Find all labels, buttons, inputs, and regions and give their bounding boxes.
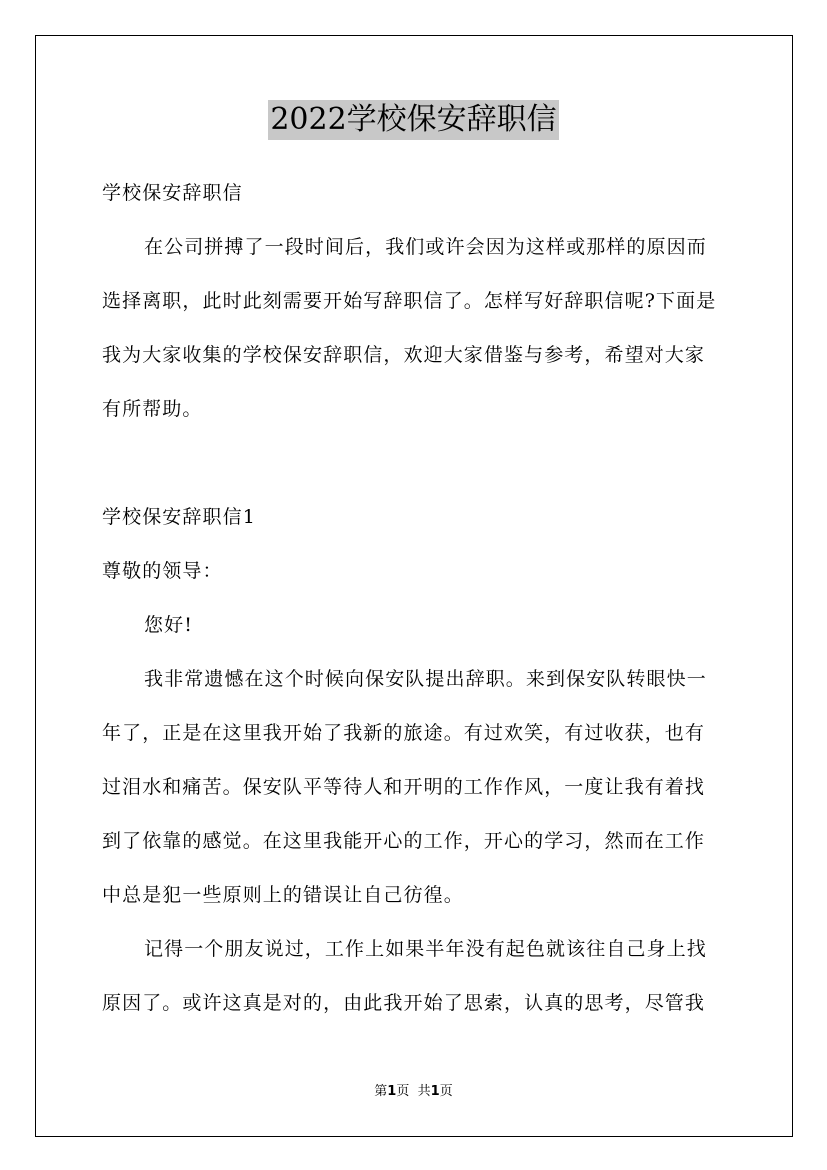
total-suffix: 页 [439, 1084, 453, 1099]
greeting: 您好! [144, 614, 193, 636]
paragraph-line: 记得一个朋友说过，工作上如果半年没有起色就该往自己身上找 [144, 938, 707, 960]
paragraph-line: 我为大家收集的学校保安辞职信，欢迎大家借鉴与参考，希望对大家 [102, 344, 706, 366]
paragraph-line: 年了，正是在这里我开始了我新的旅途。有过欢笑，有过收获，也有 [102, 722, 706, 744]
blank-line [102, 448, 726, 502]
paragraph-line: 在公司拼搏了一段时间后，我们或许会因为这样或那样的原因而 [144, 236, 707, 258]
page-suffix: 页 [396, 1084, 410, 1099]
total-pages: 1 [430, 1084, 440, 1099]
section-heading: 学校保安辞职信1 [102, 506, 256, 528]
title-container [0, 100, 827, 140]
paragraph-line: 中总是犯一些原则上的错误让自己彷徨。 [102, 884, 464, 906]
page-prefix: 第 [374, 1084, 388, 1099]
section-heading: 学校保安辞职信 [102, 182, 243, 204]
total-prefix: 共 [417, 1084, 431, 1099]
paragraph-line: 到了依靠的感觉。在这里我能开心的工作，开心的学习，然而在工作 [102, 830, 706, 852]
page-footer [0, 1082, 827, 1102]
document-body [102, 178, 726, 1042]
paragraph-line: 过泪水和痛苦。保安队平等待人和开明的工作作风，一度让我有着找 [102, 776, 706, 798]
paragraph-line: 我非常遗憾在这个时候向保安队提出辞职。来到保安队转眼快一 [144, 668, 707, 690]
paragraph-line: 有所帮助。 [102, 398, 203, 420]
document-title: 2022学校保安辞职信 [268, 100, 558, 140]
page-number: 1 [387, 1084, 397, 1099]
paragraph-line: 选择离职，此时此刻需要开始写辞职信了。怎样写好辞职信呢?下面是 [102, 290, 717, 312]
salutation: 尊敬的领导： [102, 560, 223, 582]
paragraph-line: 原因了。或许这真是对的，由此我开始了思索，认真的思考，尽管我 [102, 992, 706, 1014]
